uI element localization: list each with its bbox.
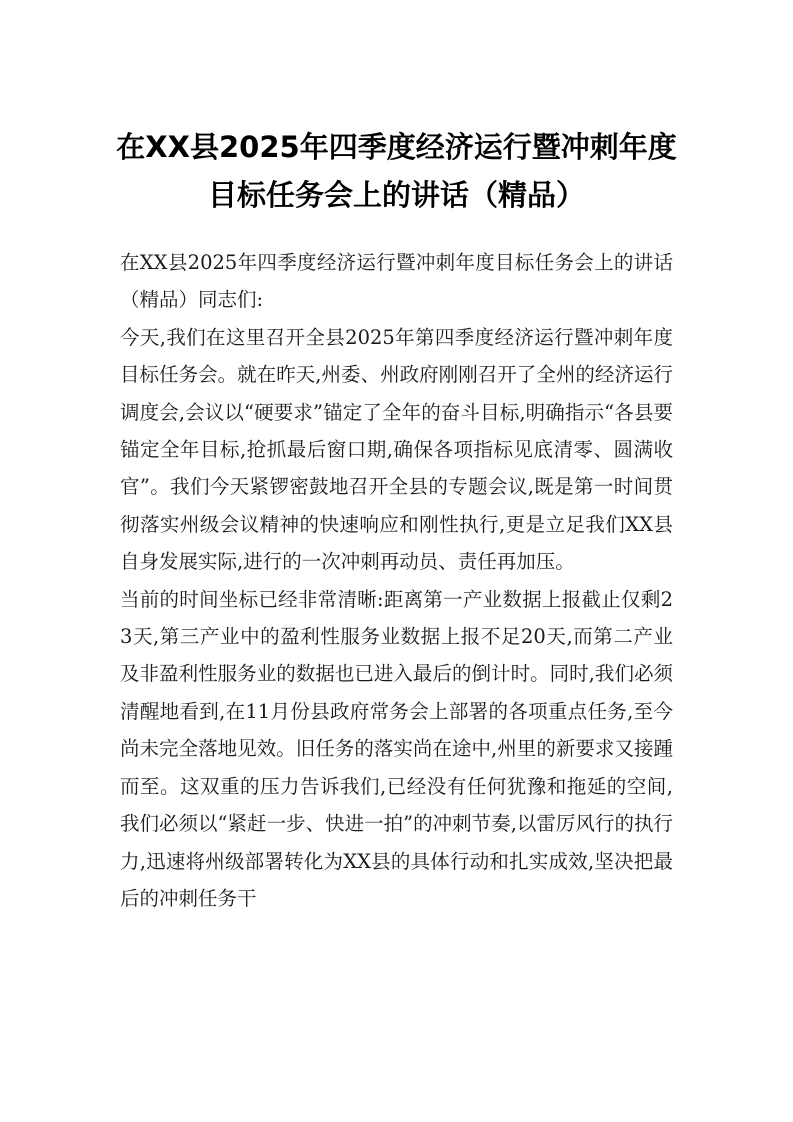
title-line-2: 目标任务会上的讲话（精品） xyxy=(207,178,585,212)
document-title xyxy=(110,123,683,219)
title-line-1: 在XX县2025年四季度经济运行暨冲刺年度 xyxy=(116,130,677,164)
paragraph-time-pressure: 当前的时间坐标已经非常清晰:距离第一产业数据上报截止仅剩23天,第三产业中的盈利性服务业数据上报不足20天,而第二产业及非盈利性服务业的数据也已进入最后的倒计时。同时,我们必须清醒地看到,在11月份县政府常务会上部署的各项重点任务,至今尚未完全落地见效。旧任务的落实尚在途中,州里的新要求又接踵而至。这双重的压力告诉我们,已经没有任何犹豫和拖延的空间,我们必须以“紧赶一步、快进一拍”的冲刺节奏,以雷厉风行的执行力,迅速将州级部署转化为XX县的具体行动和扎实成效,坚决把最后的冲刺任务干 xyxy=(120,587,673,910)
paragraph-opening: 在XX县2025年四季度经济运行暨冲刺年度目标任务会上的讲话（精品）同志们: xyxy=(120,251,673,312)
document-body xyxy=(120,244,673,917)
paragraph-meeting-background: 今天,我们在这里召开全县2025年第四季度经济运行暨冲刺年度目标任务会。就在昨天,州委、州政府刚刚召开了全州的经济运行调度会,会议以“硬要求”锚定了全年的奋斗目标,明确指示“各县要锚定全年目标,抢抓最后窗口期,确保各项指标见底清零、圆满收官”。我们今天紧锣密鼓地召开全县的专题会议,既是第一时间贯彻落实州级会议精神的快速响应和刚性执行,更是立足我们XX县自身发展实际,进行的一次冲刺再动员、责任再加压。 xyxy=(120,325,673,574)
